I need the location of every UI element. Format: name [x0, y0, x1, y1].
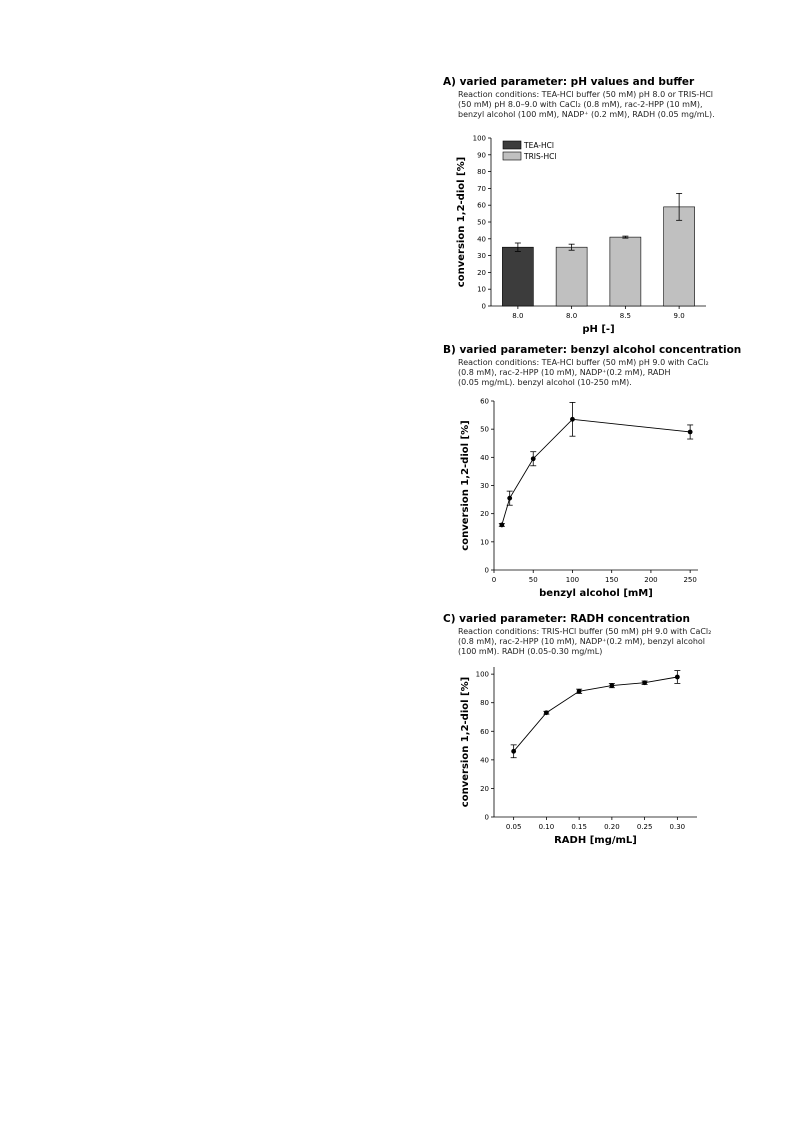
data-point [531, 456, 536, 461]
y-tick-label: 60 [477, 201, 486, 210]
panel-c-description [458, 627, 743, 657]
x-axis-label: pH [-] [582, 324, 615, 335]
y-tick-label: 80 [477, 168, 486, 177]
y-tick-label: 20 [477, 268, 486, 277]
y-tick-label: 40 [480, 756, 489, 765]
legend-label: TRIS-HCl [524, 152, 557, 161]
panel-c-desc-line: (0.8 mM), rac-2-HPP (10 mM), NADP⁺(0.2 mM), benzyl alcohol [458, 637, 706, 646]
y-tick-label: 10 [480, 538, 489, 547]
panel-b [443, 344, 743, 388]
x-tick-label: 8.0 [512, 312, 524, 320]
bar [610, 237, 641, 306]
panel-b-desc-line: (0.8 mM), rac-2-HPP (10 mM), NADP⁺(0.2 mM), RADH [458, 368, 671, 377]
y-tick-label: 50 [477, 218, 486, 227]
data-point [688, 430, 693, 435]
chart-b [440, 392, 740, 602]
data-point [577, 689, 582, 694]
x-tick-label: 0 [491, 576, 497, 584]
y-tick-label: 0 [484, 813, 489, 822]
series-line [502, 419, 690, 525]
bar [664, 207, 695, 306]
panel-a-desc-line: Reaction conditions: TEA-HCl buffer (50 mM) pH 8.0 or TRIS-HCl [458, 90, 714, 99]
x-tick-label: 0.30 [669, 823, 686, 831]
y-tick-label: 0 [481, 302, 486, 311]
chart-a [440, 128, 740, 338]
legend-swatch [503, 152, 521, 160]
panel-b-title: B) varied parameter: benzyl alcohol concentration [443, 344, 742, 356]
y-tick-label: 50 [480, 425, 489, 434]
data-point [507, 496, 512, 501]
x-tick-label: 0.05 [505, 823, 522, 831]
x-tick-label: 0.20 [604, 823, 620, 831]
y-axis-label: conversion 1,2-diol [%] [456, 156, 467, 288]
y-tick-label: 30 [477, 252, 486, 261]
x-axis-label: RADH [mg/mL] [554, 835, 637, 846]
panel-a-desc-line: (50 mM) pH 8.0–9.0 with CaCl₂ (0.8 mM), rac-2-HPP (10 mM), [458, 100, 703, 109]
panel-c-desc-line: (100 mM). RADH (0.05-0.30 mg/mL) [458, 647, 603, 656]
x-tick-label: 8.5 [619, 312, 631, 320]
y-tick-label: 20 [480, 784, 489, 793]
y-axis-label: conversion 1,2-diol [%] [460, 676, 471, 808]
y-tick-label: 20 [480, 510, 489, 519]
y-tick-label: 30 [480, 482, 489, 490]
y-tick-label: 80 [480, 699, 489, 708]
panel-c-desc-line: Reaction conditions: TRIS-HCl buffer (50 mM) pH 9.0 with CaCl₂ [458, 627, 712, 636]
legend-label: TEA-HCl [524, 141, 554, 150]
data-point [511, 749, 516, 754]
chart-c [440, 662, 740, 872]
panel-c [443, 613, 743, 657]
x-tick-label: 9.0 [673, 312, 685, 320]
y-axis-label: conversion 1,2-diol [%] [460, 420, 471, 551]
panel-b-desc-line: (0.05 mg/mL). benzyl alcohol (10-250 mM). [458, 378, 632, 387]
bar [556, 247, 587, 306]
x-tick-label: 100 [565, 576, 580, 584]
x-axis-label: benzyl alcohol [mM] [539, 588, 653, 599]
x-tick-label: 0.15 [571, 823, 587, 831]
panel-a-title: A) varied parameter: pH values and buffer [443, 76, 695, 88]
data-point [609, 683, 614, 688]
panel-c-title: C) varied parameter: RADH concentration [443, 613, 690, 625]
panel-b-desc-line: Reaction conditions: TEA-HCl buffer (50 mM) pH 9.0 with CaCl₂ [458, 358, 709, 367]
legend-swatch [503, 141, 521, 149]
y-tick-label: 0 [484, 566, 489, 575]
y-tick-label: 40 [477, 235, 486, 244]
y-tick-label: 40 [480, 453, 489, 462]
x-tick-label: 0.10 [538, 823, 555, 831]
data-point [570, 417, 575, 422]
x-tick-label: 150 [605, 576, 619, 584]
panel-a-desc-line: benzyl alcohol (100 mM), NADP⁺ (0.2 mM), RADH (0.05 mg/mL). [458, 110, 715, 119]
x-tick-label: 0.25 [636, 823, 653, 831]
series-line [514, 677, 678, 751]
panel-a [443, 76, 743, 120]
panel-b-description [458, 358, 743, 388]
x-tick-label: 8.0 [566, 312, 578, 320]
y-tick-label: 100 [475, 670, 489, 679]
y-tick-label: 70 [477, 184, 486, 193]
x-tick-label: 250 [683, 576, 697, 584]
y-tick-label: 90 [477, 151, 486, 160]
x-tick-label: 50 [528, 576, 538, 584]
data-point [544, 710, 549, 715]
y-tick-label: 60 [480, 397, 489, 406]
y-tick-label: 60 [480, 727, 489, 736]
data-point [675, 675, 680, 680]
y-tick-label: 10 [477, 285, 486, 294]
panel-a-description [458, 90, 743, 120]
data-point [642, 680, 647, 685]
y-tick-label: 100 [472, 134, 486, 143]
data-point [499, 523, 504, 528]
bar [502, 247, 533, 306]
x-tick-label: 200 [644, 576, 658, 584]
